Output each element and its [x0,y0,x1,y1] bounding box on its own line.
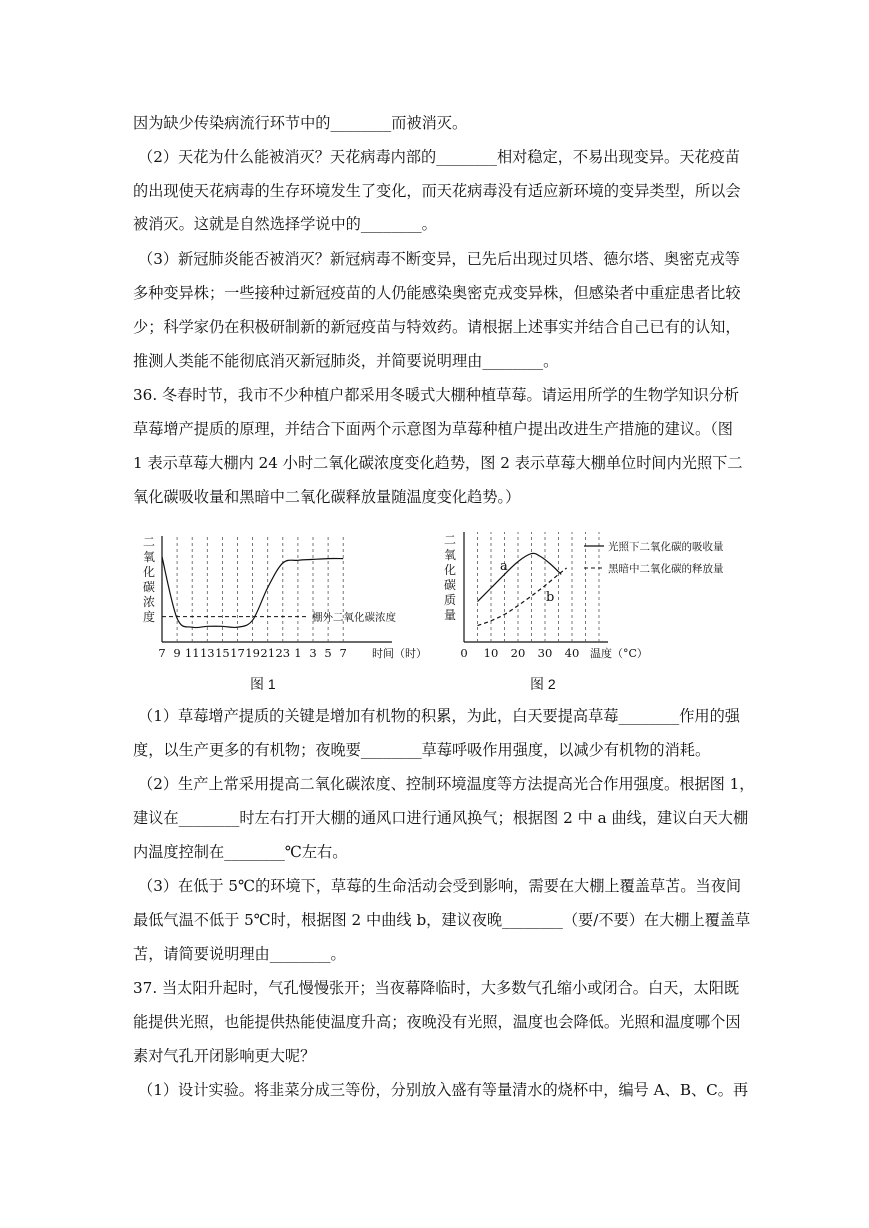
x-tick-label: 17 [230,646,245,660]
text-line: 推测人类能不能彻底消灭新冠肺炎，并简要说明理由________。 [133,352,559,370]
figure-1-caption: 图 1 [250,676,276,692]
x-axis-label: 时间（时） [372,647,427,660]
y-axis-label: 量 [443,608,457,622]
x-tick-label: 9 [173,646,181,660]
y-axis-label: 浓 [142,595,156,609]
x-tick-label: 30 [537,646,553,660]
x-axis-label: 温度（°C） [590,647,648,660]
text-line: 素对气孔开闭影响更大呢？ [133,1047,316,1065]
legend-label-release: 黑暗中二氧化碳的释放量 [608,563,724,575]
text-line: 的出现使天花病毒的生存环境发生了变化，而天花病毒没有适应新环境的变异类型，所以会 [133,182,741,200]
x-tick-label: 10 [483,646,499,660]
x-tick-label: 40 [564,646,580,660]
x-tick-label: 7 [339,646,347,660]
text-line: 多种变异株；一些接种过新冠疫苗的人仍能感染奥密克戎变异株，但感染者中重症患者比较 [133,284,741,302]
series-curve-label-b: b [546,590,555,605]
text-line: （3）新冠肺炎能否被消灭？新冠病毒不断变异，已先后出现过贝塔、德尔塔、奥密克戎等 [138,250,740,268]
x-tick-label: 15 [215,646,230,660]
y-axis-label: 碳 [443,578,457,592]
series-curve-label-a: a [500,559,508,574]
x-tick-label: 19 [245,646,260,660]
legend-label-absorb: 光照下二氧化碳的吸收量 [608,541,724,553]
y-axis-label: 氧 [443,548,457,562]
text-line: 氧化碳吸收量和黑暗中二氧化碳释放量随温度变化趋势。） [133,488,521,506]
y-axis-label: 碳 [142,580,156,594]
y-axis-label: 氧 [142,550,156,564]
x-tick-label: 7 [158,646,166,660]
x-tick-label: 21 [260,646,276,660]
x-tick-label: 23 [275,646,291,660]
figure-1 [140,528,427,668]
y-axis-label: 二 [142,535,156,549]
figure-2 [440,528,770,668]
x-tick-label: 0 [460,646,468,660]
x-tick-label: 13 [199,646,215,660]
x-tick-label: 20 [510,646,526,660]
y-axis-label: 化 [142,565,156,579]
text-line: （2）生产上常采用提高二氧化碳浓度、控制环境温度等方法提高光合作用强度。根据图 1， [138,775,755,793]
question-37: 37. 当太阳升起时，气孔慢慢张开；当夜幕降临时，大多数气孔缩小或闭合。白天，太阳既 [133,979,740,997]
text-line: 1 表示草莓大棚内 24 小时二氧化碳浓度变化趋势，图 2 表示草莓大棚单位时间内光照下二 [133,454,743,472]
series-label-outside-co2: 棚外二氧化碳浓度 [312,611,396,624]
x-tick-label: 5 [324,646,332,660]
figure-2-chart [440,528,770,668]
text-line: 内温度控制在________℃左右。 [133,843,348,861]
x-tick-label: 11 [184,646,200,660]
text-line: 能提供光照，也能提供热能使温度升高；夜晚没有光照，温度也会降低。光照和温度哪个因 [133,1013,741,1031]
figure-1-chart [140,528,427,668]
figure-2-caption: 图 2 [530,676,556,692]
y-axis-label: 质 [443,593,457,607]
text-line: 建议在________时左右打开大棚的通风口进行通风换气；根据图 2 中 a 曲线，建议白天大棚 [133,809,749,827]
text-line: 因为缺少传染病流行环节中的________而被消灭。 [133,114,468,132]
text-line: （3）在低于 5℃的环境下，草莓的生命活动会受到影响，需要在大棚上覆盖草苫。当夜间 [138,877,742,895]
text-line: （2）天花为什么能被消灭？天花病毒内部的________相对稳定，不易出现变异。天花疫苗 [138,148,740,166]
text-line: 度，以生产更多的有机物；夜晚要________草莓呼吸作用强度，以减少有机物的消耗。 [133,741,711,759]
x-tick-label: 1 [294,646,302,660]
text-line: 苫，请简要说明理由________。 [133,945,346,963]
text-line: 草莓增产提质的原理，并结合下面两个示意图为草莓种植户提出改进生产措施的建议。（图 [133,420,733,438]
text-line: 被消灭。这就是自然选择学说中的________。 [133,215,437,233]
y-axis-label: 度 [142,610,156,624]
text-line: （1）草莓增产提质的关键是增加有机物的积累，为此，白天要提高草莓________作用的强 [138,707,740,725]
text-line: 最低气温不低于 5℃时，根据图 2 中曲线 b，建议夜晚________（要/不要）在大棚上覆盖草 [133,911,751,929]
x-tick-label: 3 [309,646,317,660]
question-36: 36. 冬春时节，我市不少种植户都采用冬暖式大棚种植草莓。请运用所学的生物学知识分析 [133,386,740,404]
y-axis-label: 二 [443,533,457,547]
y-axis-label: 化 [443,563,457,577]
text-line: （1）设计实验。将韭菜分成三等份，分别放入盛有等量清水的烧杯中，编号 A、B、C。再 [138,1081,749,1099]
text-line: 少；科学家仍在积极研制新的新冠疫苗与特效药。请根据上述事实并结合自己已有的认知， [133,318,741,336]
